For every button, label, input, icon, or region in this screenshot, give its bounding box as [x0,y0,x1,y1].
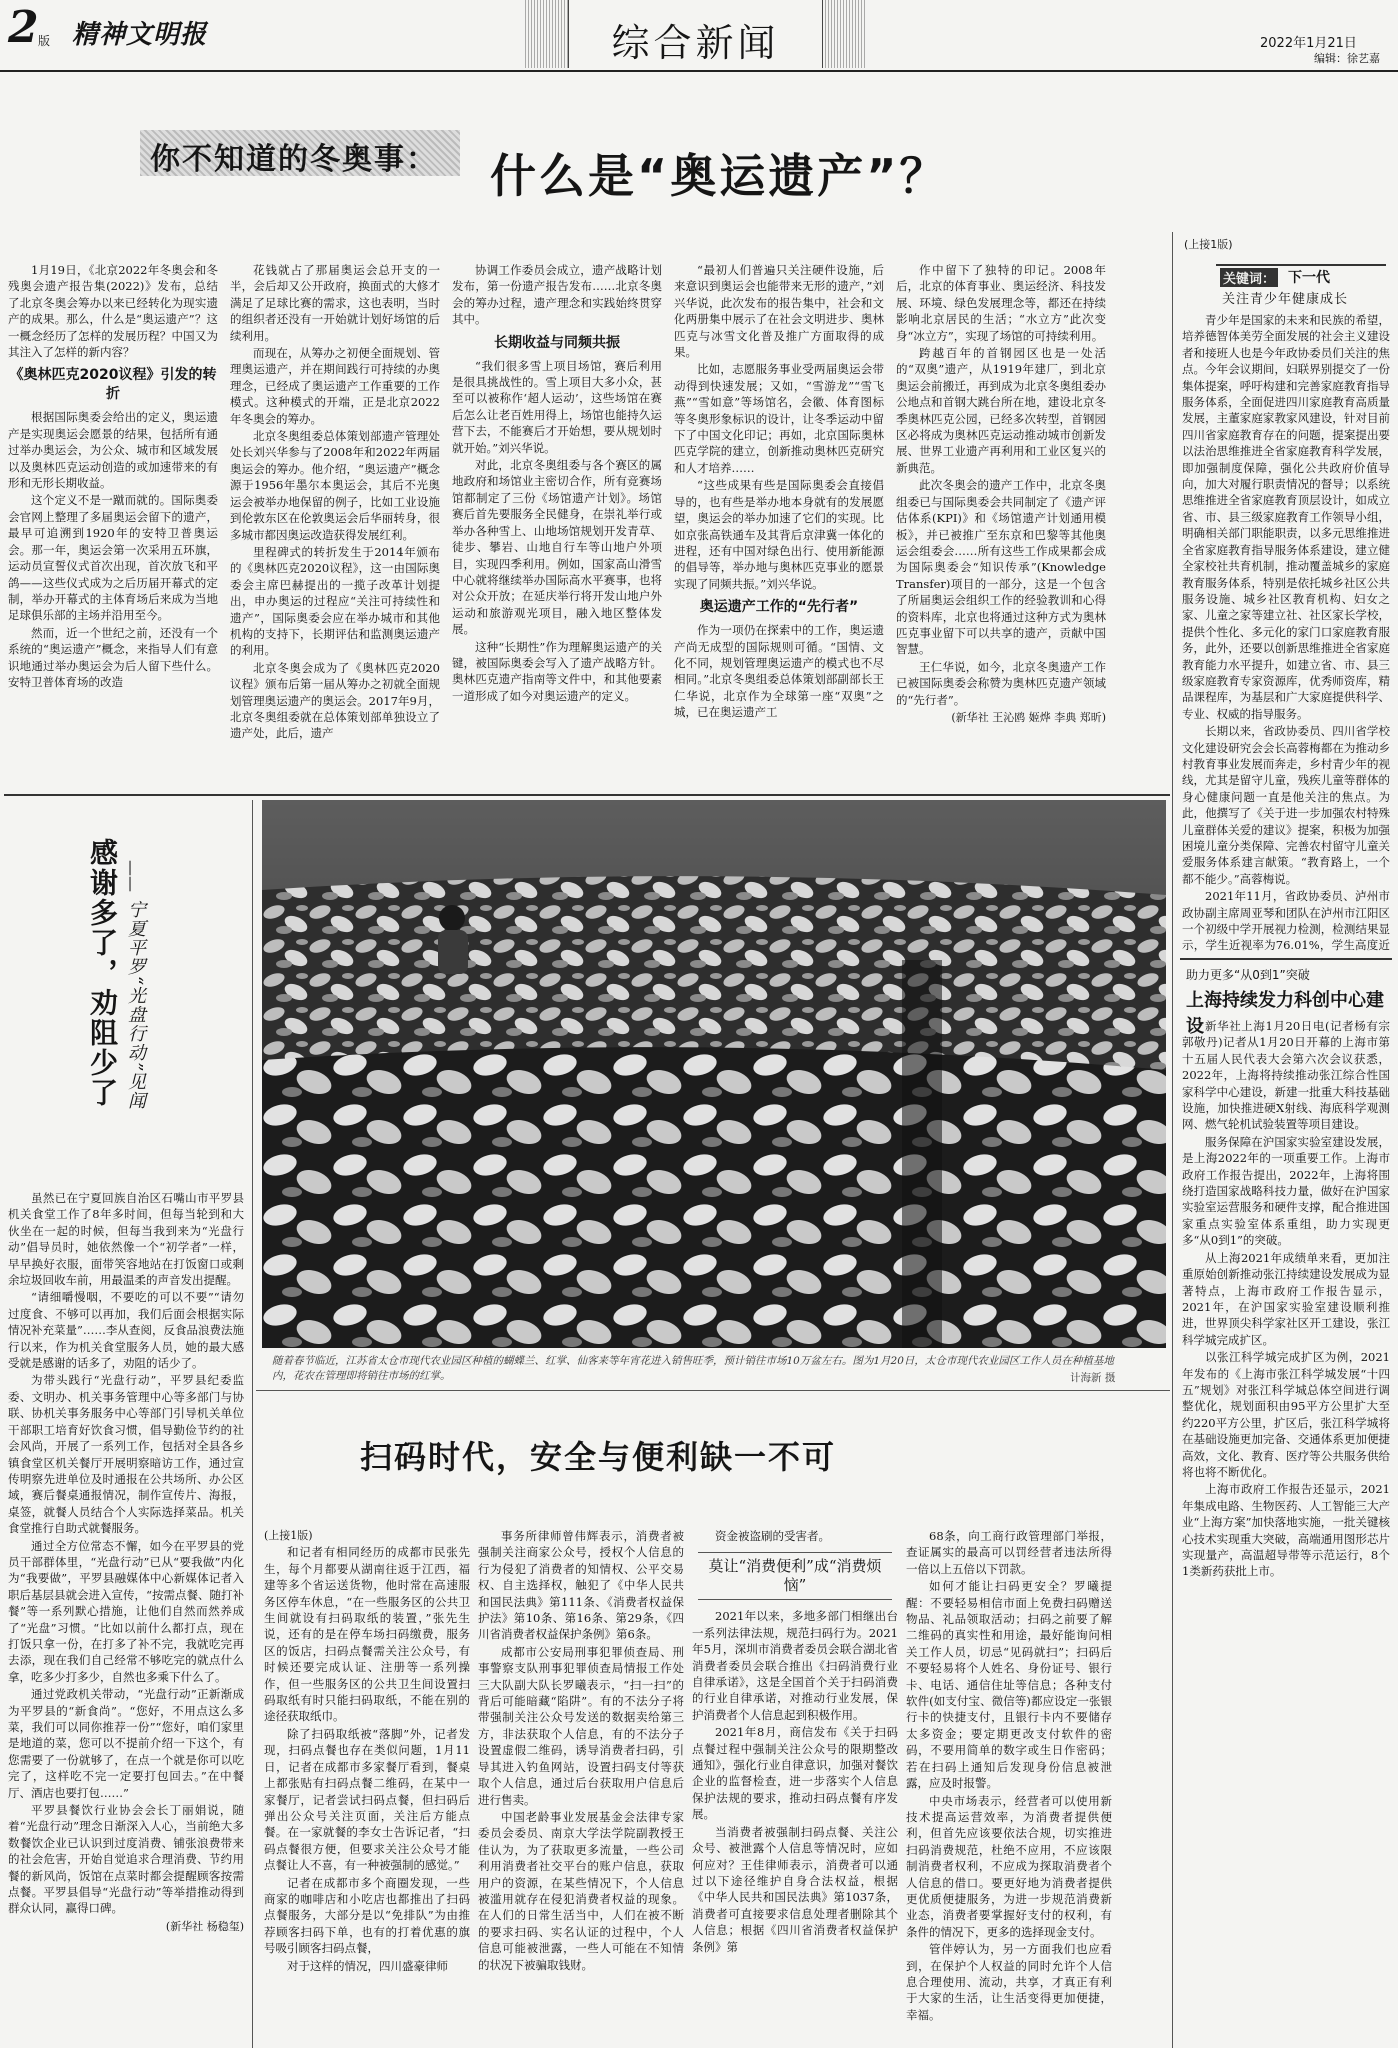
paragraph: 新华社上海1月20日电(记者杨有宗 郭敬丹)记者从1月20日开幕的上海市第十五届人民代表大会第六次会议获悉，2022年，上海将持续推动张江综合性国家科学中心建设，新建一批重大科技基础设施，加快推进硬X射线、海底科学观测网、燃气轮机试验装置等项目建设。 [1182,1019,1390,1132]
editor-credit: 编辑：徐艺嘉 [1314,52,1380,65]
paragraph: 如何才能让扫码更安全？罗曦提醒：不要轻易相信市面上免费扫码赠送物品、礼品领取活动；扫码之前要了解二维码的真实性和用途，最好能询问相关工作人员，切忌“见码就扫”；扫码后不要轻易将个人姓名、身份证号、银行卡、电话、通信住址等信息；各种支付软件(如支付宝、微信等)都应设定一张银行卡的快捷支付，且银行卡内不要储存太多资金；要定期更改支付软件的密码，不要用简单的数字或生日作密码；若在扫码上通知后发现身份信息被泄露，应及时报警。 [906,1579,1112,1791]
paragraph: 事务所律师曾伟辉表示，消费者被强制关注商家公众号，授权个人信息的行为侵犯了消费者的知情权、公平交易权、自主选择权，触犯了《中华人民共和国民法典》第111条、《消费者权益保护法》第10条、第16条、第29条，《四川省消费者权益保护条例》第6条。 [478,1529,684,1642]
paragraph: 上海市政府工作报告还显示，2021年集成电路、生物医药、人工智能三大产业“上海方案”加快落地实施，一批关键核心技术实现重大突破，高端通用图形芯片实现量产，高温超导带等示范运行，8个1类新药获批上市。 [1182,1482,1390,1579]
lead-column-5 [896,262,1106,782]
bottom-continued-label: (上接1版) [264,1529,313,1542]
shanghai-headline: 上海持续发力科创中心建设 [1186,990,1384,1037]
lead-kicker: 你不知道的冬奥事： [150,142,438,177]
right-divider [1180,958,1392,960]
paragraph: 长期以来，省政协委员、四川省学校文化建设研究会会长高蓉梅都在为推动乡村教育事业发展而奔走，乡村青少年的视线，尤其是留守儿童，残疾儿童等群体的身心健康问题一直是他关注的焦点。为此，他撰写了《关于进一步加强农村特殊儿童群体关爱的建议》提案，积极为加强困境儿童分类保障、完善农村留守儿童关爱服务体系建言献策。“教育路上，一个都不能少。”高蓉梅说。 [1182,724,1390,886]
paragraph: 以张江科学城完成扩区为例，2021年发布的《上海市张江科学城发展“十四五”规划》对张江科学城总体空间进行调整优化，规划面积由95平方公里扩大至约220平方公里，扩区后，张江科学城将在基础设施更加完备、交通体系更加便捷高效，文化、教育、医疗等公共服务供给将也将不断优化。 [1182,1350,1390,1479]
lead-column-1 [8,262,218,782]
right-column-article [1182,312,1390,954]
paragraph: 作为一项仍在探索中的工作，奥运遗产尚无成型的国际规则可循。“国情、文化不同，规划管理奥运遗产的模式也不尽相同。”北京冬奥组委总体策划部副部长王仁华说，北京作为全球第一座“双奥”之城，已在奥运遗产工 [674,623,884,720]
paragraph: “我们很多雪上项目场馆，赛后利用是很具挑战性的。雪上项目大多小众，甚至可以被称作‘超人运动’，这些场馆在赛后怎么让老百姓用得上，场馆也能持久运营下去，不能赛后才开始想，要从规划时就开始。”刘兴华说。 [452,358,662,455]
paragraph: “请细嚼慢咽，不要吃的可以不要”“请勿过度食、不够可以再加，我们后面会根据实际情况补充菜量”……李从查阅，反食品浪费法施行以来，作为机关食堂服务人员，她的最大感受就是感谢的话多了，劝阻的话少了。 [8,1290,244,1371]
paragraph: 中央市场表示，经营者可以使用新技术提高运营效率，为消费者提供便利，但首先应该要依法合规，切实推进扫码消费规范，杜绝不应用，不应该限制消费者权利，不应成为探取消费者个人信息的借口。要更好地为消费者提供更优质便捷服务，为进一步规范消费新业态，消费者要掌握好支付的权利，有条件的情况下，更多的选择现金支付。 [906,1793,1112,1939]
vertical-headline: 感谢多了，劝阻少了 [86,838,119,1108]
paragraph: 通过党政机关带动，“光盘行动”正新渐成为平罗县的“新食尚”。“您好，不用点这么多菜，我们可以同你推荐一份”“您好，咱们家里是地道的菜，您可以不提前介绍一下这个，有您需要了一份就够了，在点一个就是你可以吃完了，这样吃不完一定要打包回去。”在中餐厅、酒店也要打包……” [8,1687,244,1800]
paragraph: 2021年8月，商信发布《关于扫码点餐过程中强制关注公众号的限期整改通知》，强化行业自律意识，加强对餐饮企业的监督检查，进一步落实个人信息保护法规的要求，推动扫码点餐有序发展。 [692,1725,898,1822]
photo-credit: 计海新 摄 [1070,1372,1116,1384]
paragraph: 此次冬奥会的遗产工作中，北京冬奥组委已与国际奥委会共同制定了《遗产评估体系(KPI)》和《场馆遗产计划通用模板》，并已被推广至东京和巴黎等其他奥运会组委会……所有这些工作成果都会成为国际奥委会“知识传承”(Knowledge Transfer)项目的一部分，这是一个包含了所届奥运会组织工作的经验教训和心得的资料库，北京也将通过这种方式为奥林匹克事业留下可以共享的遗产，贡献中国智慧。 [896,478,1106,657]
lead-column-3 [452,262,662,782]
photo-caption: 随着春节临近，江苏省太仓市现代农业园区种植的蝴蝶兰、红掌、仙客来等年宵花进入销售旺季，预计销往市场10万盆左右。图为1月20日，太仓市现代农业园区工作人员在种植基地内，花农在管理即将销往市场的红掌。 [272,1355,1114,1382]
paragraph: “这些成果有些是国际奥委会直接倡导的，也有些是举办地本身就有的发展愿望，奥运会的举办加速了它们的实现。比如京张高铁通车及其背后京津冀一体化的进程，还有中国对绿色出行、使用新能源的倡导等，举办地与奥林匹克事业的愿景实现了同频共振。”刘兴华说。 [674,478,884,591]
vertical-subtitle: 宁夏平罗“光盘行动”见闻 [125,900,146,1111]
lead-column-2 [230,262,440,782]
paragraph: 资金被盗刷的受害者。 [715,1529,830,1543]
paragraph: “最初人们普遍只关注硬件设施，后来意识到奥运会也能带来无形的遗产，”刘兴华说，此次发布的报告集中，社会和文化两册集中展示了在社会文明进步、奥林匹克与冰雪文化普及推广方面取得的成果。 [674,263,884,360]
paragraph: 虽然已在宁夏回族自治区石嘴山市平罗县机关食堂工作了8年多时间，但每当轮到和大伙坐在一起的时候，但每当我到来为“光盘行动”倡导员时，她依然像一个“初学者”一样，早早换好衣服，面带笑容地站在打饭窗口或剩余垃圾回收车前，用最温柔的声音发出提醒。 [8,1191,244,1288]
paragraph: 2021年以来，多地多部门相继出台一系列法律法规，规范扫码行为。2021年5月，深圳市消费者委员会联合湖北省消费者委员会联合推出《扫码消费行业自律承诺》，这是全国首个关于扫码消费的行业自律承诺，对推动行业发展，保护消费者个人信息起到积极作用。 [692,1609,898,1722]
paragraph: 从上海2021年成绩单来看，更加注重原始创新推动张江持续建设发展成为显著特点，上海市政府工作报告显示，2021年，在沪国家实验室建设顺利推进，世界顶尖科学家社区开工建设，张江科学城完成扩区。 [1182,1250,1390,1347]
bottom-column-3 [692,1528,898,2028]
paragraph: 王仁华说，如今，北京冬奥遗产工作已被国际奥委会称赞为奥林匹克遗产领域的“先行者”。 [896,659,1106,707]
paragraph: 作中留下了独特的印记。2008年后，北京的体育事业、奥运经济、科技发展、环境、绿色发展理念等，都还在持续影响北京居民的生活；“水立方”此次变身“冰立方”，实现了场馆的可持续利用。 [896,263,1106,343]
paper-name: 精神文明报 [72,20,208,50]
paragraph: 2021年11月，省政协委员、泸州市政协副主席周亚琴和团队在泸州市江阳区一个初级中学开展视力检测，检测结果显示，学生近视率为76.01%，学生高度近 [1182,889,1390,953]
bottom-mini-headline: 莫让“消费便利”成“消费烦恼” [698,1552,892,1600]
vertical-story-rule [252,800,253,2048]
paragraph: 花钱就占了那届奥运会总开支的一半，会后却又公开政府，换面式的大修才满足了足球比赛的需求，这也表明，当时的组织者还没有一开始就计划好场馆的后续利用。 [230,263,440,343]
paragraph: 中国老龄事业发展基金会法律专家委员会委员、南京大学法学院副教授王佳认为，为了获取更多流量，一些公司利用消费者社交平台的账户信息，获取用户的资源，在某些情况下，个人信息被滥用就存在侵犯消费者权益的现象。在人们的日常生活当中，人们在被不断的要求扫码、实名认证的过程中，个人信息可能被泄露，一些人可能在不知情的状况下被骗取钱财。 [478,1809,684,1972]
masthead [0,0,1398,72]
vertical-dash: —— [122,860,141,892]
paragraph: 当消费者被强制扫码点餐、关注公众号、被泄露个人信息等情况时，应如何应对？王佳律师表示，消费者可以通过以下途径维护自身合法权益，根据《中华人民共和国民法典》第1037条，消费者可直接要求信息处理者删除其个人信息；根据《四川省消费者权益保护条例》第 [692,1824,898,1954]
lead-bottom-rule [4,794,1170,796]
continued-label: (上接1版) [1184,238,1233,251]
flower-nursery-photo [262,800,1166,1348]
bottom-column-4 [906,1528,1112,2028]
lead-headline: 什么是“奥运遗产”？ [490,149,949,203]
bottom-column-2 [478,1528,684,2028]
column-rule [1172,232,1173,2048]
paragraph: 成都市公安局刑事犯罪侦查局、刑事警察支队刑事犯罪侦查局情报工作处三大队副大队长罗曦表示，“扫一扫”的背后可能暗藏“陷阱”。有的不法分子将带强制关注公众号发送的数据卖给第三方，非法获取个人信息，有的不法分子设置虚假二维码，诱导消费者扫码，引导其进入钓鱼网站，设置扫码支付等获取个人信息，通过后台获取用户信息后进行售卖。 [478,1644,684,1807]
page-suffix: 版 [38,34,51,48]
paragraph: 青少年是国家的未来和民族的希望，培养德智体美劳全面发展的社会主义建设者和接班人也是今年政协委员们关注的焦点。今年会议期间，妇联界别提交了一份集体提案，呼吁构建和完善家庭教育指导服务体系，全面促进四川家庭教育高质量发展，主董家庭家教家风建设，针对目前四川省家庭教育存在的问题，提案提出要以法治思维推进全省家庭教育科学发展，即加强制度保障，强化公共政府价值导向，加大对履行职责情况的督导；以系统思维推进全省家庭教育顶层设计，如成立省、市、县三级家庭教育工作领导小组，明确相关部门职能职责，以多元思维推进全省家庭教育指导服务体系建设，建立健全家校社共育机制，推动覆盖城乡的家庭教育服务体系，特别是依托城乡社区公共服务设施、城乡社区教育机构、妇女之家、儿童之家等建立社、社区家长学校，提供个性化、多元化的家门口家庭教育服务，此外，还要以创新思维推进全省家庭教育能力水平提升，如建立省、市、县三级家庭教育专家资源库，优秀师资库，精品课程库，为基层和广大家庭提供科学、专业、权威的指导服务。 [1182,313,1390,721]
paragraph: 跨越百年的首钢园区也是一处活的“双奥”遗产，从1919年建厂，到北京奥运会前搬迁，再到成为北京冬奥组委办公地点和首钢大跳台所在地，建设北京冬季奥林匹克公园，已经多次转型，首钢园区必将成为奥林匹克运动推动城市创新发展、世界工业遗产再利用和工业区复兴的新典范。 [896,346,1106,475]
lead-subhead-2: 长期收益与同频共振 [494,334,620,351]
paragraph: 68条，向工商行政管理部门举报，查证属实的最高可以罚经营者违法所得一倍以上五倍以下罚款。 [906,1529,1112,1576]
paragraph: 对于这样的情况，四川盛豪律师 [287,1958,448,1973]
paragraph: 为带头践行“光盘行动”，平罗县纪委监委、文明办、机关事务管理中心等多部门与协联、协机关事务服务中心等部门引导机关单位干部职工培育好饮食习惯，倡导勤俭节约的社会风尚，开展了一系列工作，包括对全县各乡镇食堂区机关餐厅开展明察暗访工作，通过宣传明察先进单位及时通报在公共场所、办公区域，赛后餐桌通报情况，制作宣传片、海报，桌签，就餐人员结合个人实际选择菜品。机关食堂推行自助式就餐服务。 [8,1373,244,1536]
paragraph: 北京冬奥组委总体策划部遗产管理处处长刘兴华参与了2008年和2022年两届奥运会的筹办。他介绍，“奥运遗产”概念源于1956年墨尔本奥运会，其后不光奥运会被举办地保留的例子，比如工业设施到伦敦东区在伦敦奥运会后华丽转身，很多城市都因奥运改造获得发展红利。 [230,429,440,542]
lead-intro: 1月19日，《北京2022年冬奥会和冬残奥会遗产报告集(2022)》发布，总结了北京冬奥会筹办以来已经转化为现实遗产的成果。那么，什么是“奥运遗产”？这一概念经历了怎样的发展历程？中国又为其注入了怎样的新内容？ [8,263,218,360]
paragraph: 协调工作委员会成立，遗产战略计划发布，第一份遗产报告发布……北京冬奥会的筹办过程，遗产理念和实践始终贯穿其中。 [452,263,662,327]
paragraph: 通过全方位常态不懈，如今在平罗县的党员干部群体里，“光盘行动”已从“要我做”内化为“我要做”，平罗县融媒体中心新媒体记者入职后基层县就会进入宣传，“按需点餐、随打补餐”等一系列默心措施，让他们自然而然养成了“光盘”习惯。“比如以前什么都打点，现在打饭只拿一份，在打多了补不完，我就吃完再去添，现在我们自己经常不够吃完的就点什么拿，吃多少打多少，自然也多乘下什么了。 [8,1538,244,1684]
masthead-rule [0,70,1398,72]
paragraph: 而现在，从筹办之初便全面规划、管理奥运遗产，并在期间践行可持续的办奥理念，已经成了奥运遗产工作重要的工作模式。这种模式的开端，正是北京2022年冬奥会的筹办。 [230,346,440,426]
paragraph: 里程碑式的转折发生于2014年颁布的《奥林匹克2020议程》，这一由国际奥委会主席巴赫提出的一揽子改革计划提出，申办奥运的过程应“关注可持续性和遗产”，国际奥委会应在举办城市和其他机构的支持下，长期评估和监测奥运遗产的利用。 [230,544,440,658]
lead-subhead-3: 奥运遗产工作的“先行者” [699,599,859,616]
paragraph: 服务保障在沪国家实验室建设发展，是上海2022年的一项重要工作。上海市政府工作报告提出，2022年，上海将围绕打造国家战略科技力量，做好在沪国家实验室运营服务和硬件支撑，配合推进国家重点实验室体系重组，助力实现更多“从0到1”的突破。 [1182,1134,1390,1248]
paragraph: 然而，近一个世纪之前，还没有一个系统的“奥运遗产”概念，来指导人们有意识地通过举办奥运会为后人留下些什么。安特卫普体育场的改造 [8,625,218,689]
vertical-story-body [8,1190,244,2010]
paragraph: 对此，北京冬奥组委与各个赛区的属地政府和场馆业主密切合作，所有竞赛场馆都制定了三份《场馆遗产计划》。场馆赛后首先要服务全民健身，在崇礼举行或举办各种雪上、山地场馆规划开发青草、徒步、攀岩、山地自行车等山地户外项目，实现四季利用。例如，国家高山滑雪中心就将继续举办国际高水平赛事，也将对公众开放；在延庆举行将开发山地户外运动和旅游观光项目，融入地区整体发展。 [452,458,662,637]
section-title: 综合新闻 [611,21,780,65]
worker-figure [438,905,468,974]
paragraph: 和记者有相同经历的成都市民张先生，每个月都要从湖南往返于江西，福建等多个省运送货物，他时常在高速服务区停车休息，“在一些服务区的公共卫生间就设有扫码取纸的装置，”张先生说，还有的是在停车场扫码缴费，服务区的饭店，扫码点餐需关注公众号，有时候还要完成认证、注册等一系列操作，但一些服务区的公共卫生间设置扫码取纸有时只能扫码取纸，不能在别的途径获取纸巾。 [264,1545,470,1724]
lead-column-4 [674,262,884,782]
page-number: 2 [8,2,39,53]
keyword-value: 下一代 [1288,270,1330,286]
bottom-column-1 [264,1528,470,2028]
paragraph: 除了扫码取纸被“落脚”外，记者发现，扫码点餐也存在类似问题，1月11日，记者在成都市多家餐厅看到，餐桌上都张贴有扫码点餐二维码，在某中一家餐厅，记者尝试扫码点餐，但扫码后弹出公众号关注页面，关注后方能点餐。在一家就餐的李女士告诉记者，“扫码点餐很方便，但要求关注公众号才能点餐让人不喜，有一种被强制的感觉。” [264,1726,470,1873]
lead-byline: (新华社 王沁鸥 姬烨 李典 郑昕) [951,710,1106,724]
paragraph: 北京冬奥会成为了《奥林匹克2020议程》颁布后第一届从筹办之初就全面规划管理奥运遗产的奥运会。2017年9月，北京冬奥组委就在总体策划部单独设立了遗产处，此后，遗产 [230,660,440,741]
keyword-label: 关键词： [1220,268,1278,287]
shanghai-article [1182,1018,1390,2040]
issue-date: 2022年1月21日 [1260,36,1357,51]
paragraph: 记者在成都市多个商圈发现，一些商家的咖啡店和小吃店也都推出了扫码点餐服务，大部分是以“免排队”为由推荐顾客扫码下单，也有的打着优惠的旗号吸引顾客扫码点餐， [264,1875,470,1956]
photo-bottom-rule [256,1390,1170,1391]
vertical-story-byline: (新华社 杨稳玺) [165,1919,244,1933]
paragraph: 这种“长期性”作为理解奥运遗产的关键，被国际奥委会写入了遗产战略方针。奥林匹克遗产指南等文件中，和其他要素一道形成了如今对奥运遗产的定义。 [452,639,662,703]
paragraph: 管伴婷认为，另一方面我们也应看到，在保护个人权益的同时允许个人信息合理使用、流动，共享，才真正有利于大家的生活，让生活变得更加便捷，幸福。 [906,1942,1112,2022]
paragraph: 比如，志愿服务事业受两届奥运会带动得到快速发展；又如，“雪游龙”“雪飞燕”“雪如意”等场馆名，会徽、体育图标等冬奥形象标识的设计，让冬季运动中留下了中国文化印记；再如，北京国际奥林匹克学院的建立，创新推动奥林匹克研究和人才培养…… [674,362,884,475]
paragraph: 这个定义不是一蹴而就的。国际奥委会官网上整理了多届奥运会留下的遗产，最早可追溯到1920年的安特卫普奥运会。那一年，奥运会第一次采用五环旗，运动员宣誓仪式首次出现，首次放飞和平鸽——这些仪式成为之后历届开幕式的定制，举办开幕式的主体育场后来成为当地足球俱乐部的主场并沿用至今。 [8,493,218,623]
paragraph: 根据国际奥委会给出的定义，奥运遗产是实现奥运会愿景的结果，包括所有通过举办奥运会，为公众、城市和区域发展以及奥林匹克运动创造的或加速带来的有形和无形长期收益。 [8,410,218,491]
keyword-subtitle: 关注青少年健康成长 [1222,292,1349,307]
paragraph: 平罗县餐饮行业协会会长丁丽娟说，随着“光盘行动”理念日渐深入人心，当前绝大多数餐饮企业已认识到过度消费、铺张浪费带来的社会危害，开始自觉追求合理消费、节约用餐的新风尚，饭馆在点菜时都会提醒顾客按需点餐。平罗县倡导“光盘行动”等举措推动得到群众认同，赢得口碑。 [8,1803,244,1916]
shanghai-kicker: 助力更多“从0到1”突破 [1186,968,1310,982]
anthurium-field-image [262,800,1166,1348]
bottom-headline: 扫码时代，安全与便利缺一不可 [360,1438,837,1476]
lead-subhead-1: 《奥林匹克2020议程》引发的转折 [9,367,217,403]
